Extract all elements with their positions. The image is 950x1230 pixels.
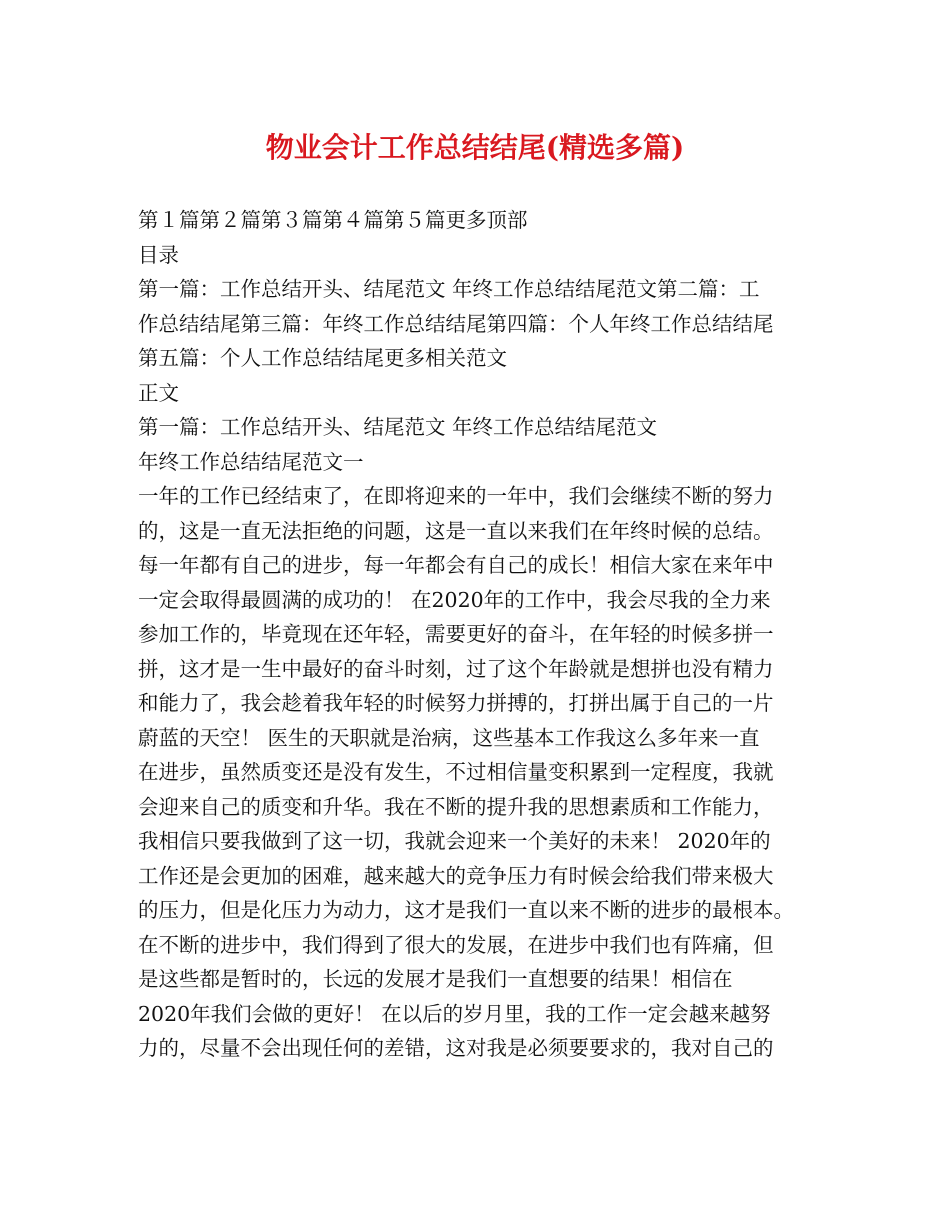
body-line: 作总结结尾第三篇：年终工作总结结尾第四篇：个人年终工作总结结尾 — [138, 311, 774, 336]
body-line: 是这些都是暂时的，长远的发展才是我们一直想要的结果！相信在 — [138, 967, 733, 991]
body-line: 一定会取得最圆满的成功的！ 在2020年的工作中，我会尽我的全力来 — [138, 587, 771, 612]
body-line: 拼，这才是一生中最好的奋斗时刻，过了这个年龄就是想拼也没有精力 — [138, 656, 774, 681]
body-line: 在进步，虽然质变还是没有发生，不过相信量变积累到一定程度，我就 — [138, 760, 774, 784]
body-line: 的，这是一直无法拒绝的问题，这是一直以来我们在年终时候的总结。 — [138, 518, 774, 543]
body-line: 参加工作的，毕竟现在还年轻，需要更好的奋斗，在年轻的时候多拼一 — [138, 622, 774, 646]
body-line: 正文 — [138, 380, 179, 405]
body-line: 第一篇：工作总结开头、结尾范文 年终工作总结结尾范文 — [138, 415, 658, 439]
body-line: 蔚蓝的天空！ 医生的天职就是治病，这些基本工作我这么多年来一直 — [138, 725, 760, 750]
body-line: 目录 — [138, 242, 179, 267]
document-title: 物业会计工作总结结尾(精选多篇) — [265, 131, 685, 164]
body-line: 会迎来自己的质变和升华。我在不断的提升我的思想素质和工作能力， — [138, 794, 774, 819]
body-line: 和能力了，我会趁着我年轻的时候努力拼搏的，打拼出属于自己的一片 — [138, 691, 774, 715]
body-line: 工作还是会更加的困难，越来越大的竞争压力有时候会给我们带来极大 — [138, 863, 774, 888]
body-line: 我相信只要我做到了这一切，我就会迎来一个美好的未来！ 2020年的 — [138, 829, 771, 853]
body-line: 第１篇第２篇第３篇第４篇第５篇更多顶部 — [138, 208, 528, 232]
body-line: 力的，尽量不会出现任何的差错，这对我是必须要要求的，我对自己的 — [138, 1036, 774, 1060]
body-line: 的压力，但是化压力为动力，这才是我们一直以来不断的进步的最根本。 — [138, 898, 794, 922]
body-line: 第五篇：个人工作总结结尾更多相关范文 — [138, 346, 507, 370]
body-line: 每一年都有自己的进步，每一年都会有自己的成长！相信大家在来年中 — [138, 553, 774, 577]
body-line: 2020年我们会做的更好！ 在以后的岁月里，我的工作一定会越来越努 — [138, 1001, 771, 1026]
body-line: 一年的工作已经结束了，在即将迎来的一年中，我们会继续不断的努力 — [138, 484, 774, 508]
document-body — [138, 203, 818, 1066]
body-line: 在不断的进步中，我们得到了很大的发展，在进步中我们也有阵痛，但 — [138, 932, 774, 957]
body-line: 年终工作总结结尾范文一 — [138, 449, 364, 474]
body-line: 第一篇：工作总结开头、结尾范文 年终工作总结结尾范文第二篇：工 — [138, 277, 760, 301]
